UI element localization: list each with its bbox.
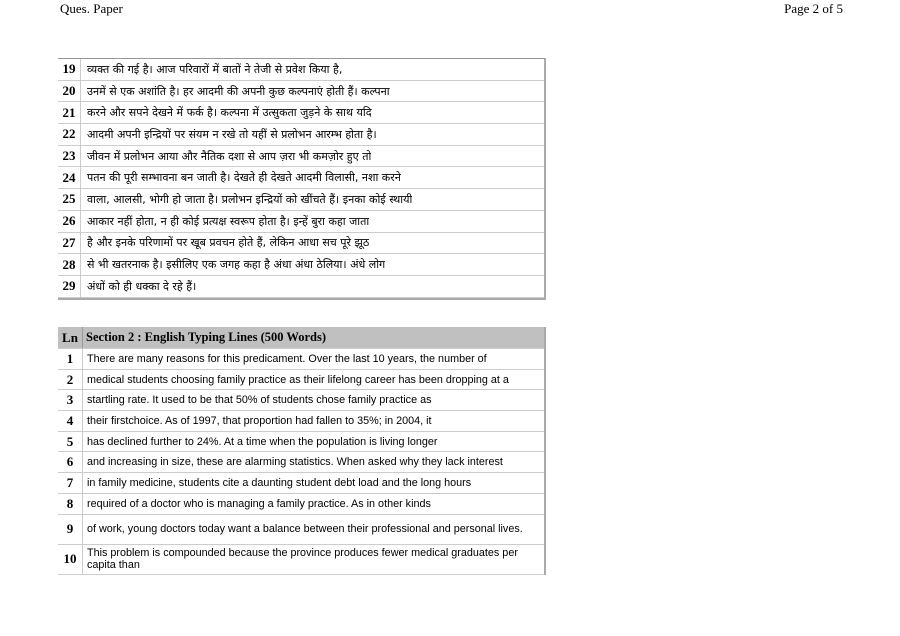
table-row bbox=[58, 146, 544, 168]
line-number: 28 bbox=[58, 254, 81, 275]
line-number: 6 bbox=[58, 452, 83, 472]
line-number: 21 bbox=[58, 102, 81, 123]
line-text: their firstchoice. As of 1997, that proportion had fallen to 35%; in 2004, it bbox=[87, 414, 432, 427]
table-row bbox=[58, 233, 544, 255]
table-row bbox=[58, 452, 544, 473]
line-text: से भी खतरनाक है। इसीलिए एक जगह कहा है अंधा अंधा ठेलिया। अंधे लोग bbox=[87, 258, 386, 272]
table-row bbox=[58, 167, 544, 189]
table-row bbox=[58, 432, 544, 453]
line-number: 1 bbox=[58, 349, 83, 369]
table-row bbox=[58, 59, 544, 81]
line-number: 29 bbox=[58, 276, 81, 297]
table-row bbox=[58, 276, 544, 298]
line-text: of work, young doctors today want a balance between their professional and personal lives. bbox=[87, 523, 523, 535]
line-text: आकार नहीं होता, न ही कोई प्रत्यक्ष स्वरूप होता है। इन्हें बुरा कहा जाता bbox=[87, 214, 370, 228]
line-text: पतन की पूरी सम्भावना बन जाती है। देखते ही देखते आदमी विलासी, नशा करने bbox=[87, 171, 401, 185]
line-number: 23 bbox=[58, 146, 81, 167]
line-number: 7 bbox=[58, 473, 83, 493]
line-text: है और इनके परिणामों पर खूब प्रवचन होते हैं, लेकिन आधा सच पूरे झूठ bbox=[87, 236, 370, 250]
table-row bbox=[58, 211, 544, 233]
line-text: medical students choosing family practice as their lifelong career has been dropping at a bbox=[87, 373, 509, 386]
table-row bbox=[58, 515, 544, 545]
table-row bbox=[58, 81, 544, 103]
table-row bbox=[58, 349, 544, 370]
line-text: करने और सपने देखने में फर्क है। कल्पना में उत्सुकता जुड़ने के साथ यदि bbox=[87, 106, 372, 120]
line-number: 5 bbox=[58, 432, 83, 452]
line-number: 26 bbox=[58, 211, 81, 232]
page-number: Page 2 of 5 bbox=[784, 1, 843, 16]
line-number: 25 bbox=[58, 189, 81, 210]
table-row bbox=[58, 370, 544, 391]
line-text: उनमें से एक अशांति है। हर आदमी की अपनी कुछ कल्पनाएं होती हैं। कल्पना bbox=[87, 84, 390, 98]
hindi-lines-table bbox=[58, 58, 546, 300]
line-number: 19 bbox=[58, 59, 81, 80]
table-row bbox=[58, 494, 544, 515]
table-row bbox=[58, 411, 544, 432]
line-text: There are many reasons for this predicament. Over the last 10 years, the number of bbox=[87, 352, 487, 365]
table-header-row bbox=[58, 327, 544, 349]
english-lines-table bbox=[58, 327, 546, 575]
line-number: 24 bbox=[58, 167, 81, 188]
line-text: in family medicine, students cite a daunting student debt load and the long hours bbox=[87, 476, 472, 489]
line-text: वाला, आलसी, भोगी हो जाता है। प्रलोभन इन्द्रियों को खींचते हैं। इनका कोई स्थायी bbox=[87, 192, 413, 206]
header-left-title: Ques. Paper bbox=[60, 1, 123, 16]
table-row bbox=[58, 124, 544, 146]
line-column-header: Ln bbox=[58, 327, 83, 348]
line-number: 22 bbox=[58, 124, 81, 145]
line-number: 9 bbox=[58, 515, 83, 544]
line-text: जीवन में प्रलोभन आया और नैतिक दशा से आप ज़रा भी कमज़ोर हुए तो bbox=[87, 149, 372, 163]
line-text: startling rate. It used to be that 50% of students chose family practice as bbox=[87, 394, 432, 407]
line-number: 2 bbox=[58, 370, 83, 390]
line-number: 20 bbox=[58, 81, 81, 102]
table-row bbox=[58, 390, 544, 411]
table-row bbox=[58, 473, 544, 494]
line-number: 27 bbox=[58, 233, 81, 254]
table-row bbox=[58, 254, 544, 276]
line-number: 3 bbox=[58, 390, 83, 410]
table-row bbox=[58, 189, 544, 211]
line-text: required of a doctor who is managing a family practice. As in other kinds bbox=[87, 497, 431, 510]
line-number: 10 bbox=[58, 545, 83, 574]
line-text: आदमी अपनी इन्द्रियों पर संयम न रखे तो यहीं से प्रलोभन आरम्भ होता है। bbox=[87, 127, 377, 141]
section-title: Section 2 : English Typing Lines (500 Words) bbox=[86, 330, 326, 344]
line-text: has declined further to 24%. At a time when the population is living longer bbox=[87, 435, 438, 448]
line-text: This problem is compounded because the province produces fewer medical graduates per capita than bbox=[87, 547, 518, 571]
table-row bbox=[58, 545, 544, 575]
line-text: अंधों को ही धक्का दे रहे हैं। bbox=[87, 279, 197, 293]
line-text: व्यक्त की गई है। आज परिवारों में बातों ने तेजी से प्रवेश किया है, bbox=[87, 62, 343, 76]
line-number: 8 bbox=[58, 494, 83, 514]
line-text: and increasing in size, these are alarming statistics. When asked why they lack interest bbox=[87, 456, 503, 469]
line-number: 4 bbox=[58, 411, 83, 431]
table-row bbox=[58, 102, 544, 124]
